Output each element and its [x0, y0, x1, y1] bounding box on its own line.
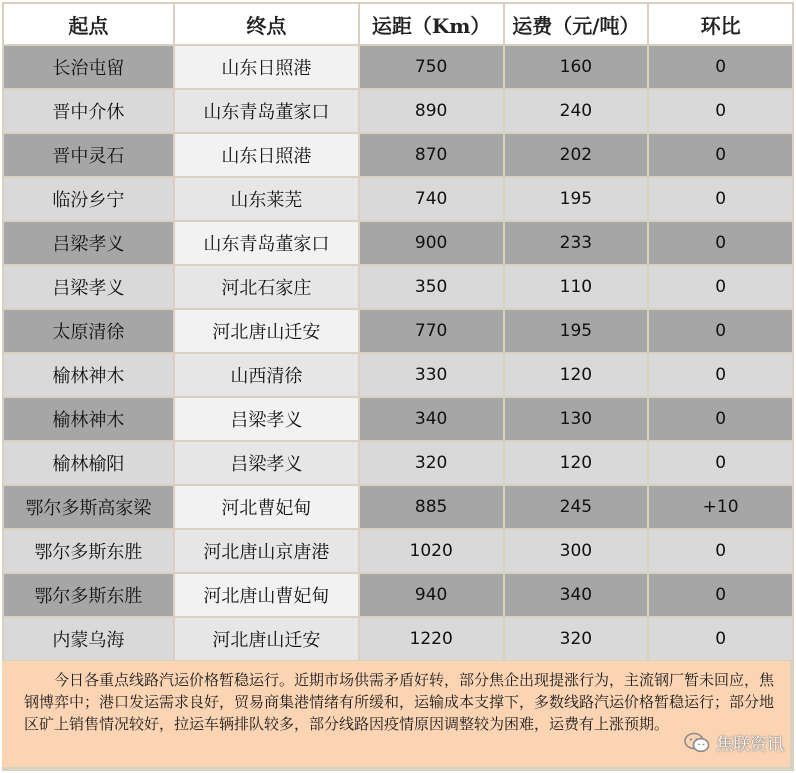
cell-change: 0: [649, 618, 792, 660]
table-row: [4, 266, 792, 308]
cell-destination: 吕梁孝义: [175, 398, 358, 440]
cell-change: 0: [649, 398, 792, 440]
table-row: [4, 574, 792, 616]
cell-origin: 榆林神木: [4, 398, 173, 440]
cell-change: 0: [649, 178, 792, 220]
cell-distance: 890: [360, 90, 503, 132]
cell-fee: 110: [505, 266, 648, 308]
cell-destination: 山东日照港: [175, 134, 358, 176]
cell-destination: 山东莱芜: [175, 178, 358, 220]
cell-distance: 350: [360, 266, 503, 308]
cell-fee: 202: [505, 134, 648, 176]
cell-fee: 160: [505, 46, 648, 88]
cell-distance: 870: [360, 134, 503, 176]
cell-destination: 河北唐山曹妃甸: [175, 574, 358, 616]
cell-distance: 1220: [360, 618, 503, 660]
cell-change: 0: [649, 354, 792, 396]
table-row: [4, 134, 792, 176]
cell-fee: 120: [505, 354, 648, 396]
table-row: [4, 310, 792, 352]
cell-origin: 吕梁孝义: [4, 266, 173, 308]
table-header-row: [4, 4, 792, 44]
cell-change: 0: [649, 134, 792, 176]
cell-fee: 320: [505, 618, 648, 660]
cell-origin: 内蒙乌海: [4, 618, 173, 660]
cell-distance: 750: [360, 46, 503, 88]
cell-distance: 320: [360, 442, 503, 484]
cell-change: 0: [649, 46, 792, 88]
table-row: [4, 90, 792, 132]
cell-destination: 山东日照港: [175, 46, 358, 88]
freight-table-container: [2, 2, 794, 771]
cell-distance: 885: [360, 486, 503, 528]
cell-destination: 河北曹妃甸: [175, 486, 358, 528]
cell-distance: 740: [360, 178, 503, 220]
header-origin: 起点: [4, 4, 173, 44]
cell-change: 0: [649, 442, 792, 484]
cell-distance: 900: [360, 222, 503, 264]
cell-origin: 榆林神木: [4, 354, 173, 396]
header-fee: 运费（元/吨）: [505, 4, 648, 44]
cell-origin: 太原清徐: [4, 310, 173, 352]
cell-origin: 榆林榆阳: [4, 442, 173, 484]
cell-destination: 河北石家庄: [175, 266, 358, 308]
cell-change: 0: [649, 574, 792, 616]
cell-origin: 长治屯留: [4, 46, 173, 88]
cell-fee: 245: [505, 486, 648, 528]
cell-destination: 河北唐山京唐港: [175, 530, 358, 572]
cell-distance: 330: [360, 354, 503, 396]
cell-distance: 770: [360, 310, 503, 352]
cell-origin: 吕梁孝义: [4, 222, 173, 264]
cell-fee: 233: [505, 222, 648, 264]
cell-fee: 195: [505, 178, 648, 220]
cell-change: 0: [649, 222, 792, 264]
watermark-text: 焦联资讯: [716, 735, 784, 755]
cell-destination: 山东青岛董家口: [175, 90, 358, 132]
table-row: [4, 398, 792, 440]
cell-origin: 晋中介休: [4, 90, 173, 132]
table-row: [4, 442, 792, 484]
cell-destination: 山东青岛董家口: [175, 222, 358, 264]
cell-origin: 临汾乡宁: [4, 178, 173, 220]
header-distance: 运距（Km）: [360, 4, 503, 44]
table-row: [4, 46, 792, 88]
header-change: 环比: [649, 4, 792, 44]
cell-destination: 吕梁孝义: [175, 442, 358, 484]
cell-destination: 河北唐山迁安: [175, 618, 358, 660]
cell-destination: 河北唐山迁安: [175, 310, 358, 352]
table-row: [4, 486, 792, 528]
freight-rate-table: [2, 2, 794, 662]
cell-distance: 1020: [360, 530, 503, 572]
wechat-icon: [684, 732, 710, 754]
cell-origin: 鄂尔多斯东胜: [4, 530, 173, 572]
cell-change: 0: [649, 266, 792, 308]
table-row: [4, 178, 792, 220]
cell-origin: 晋中灵石: [4, 134, 173, 176]
cell-origin: 鄂尔多斯高家梁: [4, 486, 173, 528]
cell-fee: 340: [505, 574, 648, 616]
table-row: [4, 530, 792, 572]
cell-change: 0: [649, 90, 792, 132]
cell-origin: 鄂尔多斯东胜: [4, 574, 173, 616]
cell-fee: 195: [505, 310, 648, 352]
cell-fee: 300: [505, 530, 648, 572]
cell-change: 0: [649, 530, 792, 572]
cell-fee: 120: [505, 442, 648, 484]
cell-destination: 山西清徐: [175, 354, 358, 396]
cell-distance: 940: [360, 574, 503, 616]
cell-change: 0: [649, 310, 792, 352]
table-row: [4, 354, 792, 396]
table-row: [4, 618, 792, 660]
table-row: [4, 222, 792, 264]
source-watermark: [684, 730, 784, 755]
cell-distance: 340: [360, 398, 503, 440]
cell-change: +10: [649, 486, 792, 528]
cell-fee: 240: [505, 90, 648, 132]
header-destination: 终点: [175, 4, 358, 44]
market-commentary: 今日各重点线路汽运价格暂稳运行。近期市场供需矛盾好转，部分焦企出现提涨行为，主流钢厂暂未回应，焦钢博弈中；港口发运需求良好，贸易商集港情绪有所缓和，运输成本支撑下，多数线路汽运价格暂稳运行；部分地区矿上销售情况较好，拉运车辆排队较多，部分线路因疫情原因调整较为困难，运费有上涨预期。: [2, 661, 790, 767]
cell-fee: 130: [505, 398, 648, 440]
